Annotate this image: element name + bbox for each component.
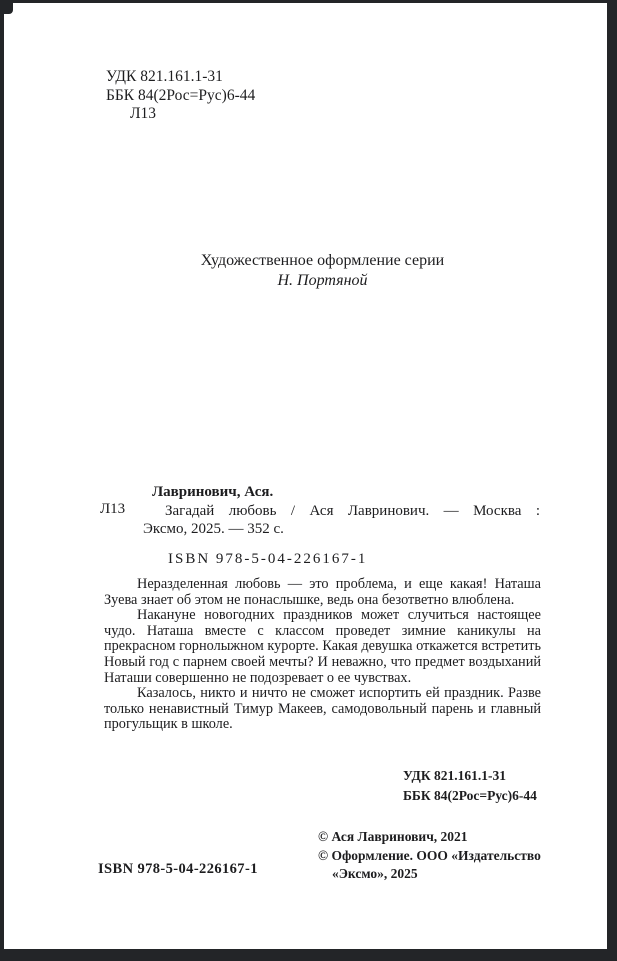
scan-edge-bottom — [0, 949, 617, 961]
author-sign-code: Л13 — [130, 105, 157, 122]
scan-edge-right — [607, 0, 617, 961]
udk-line: УДК 821.161.1-31 — [106, 68, 223, 85]
series-design-credit — [104, 251, 541, 291]
bbk-line: ББК 84(2Рос=Рус)6-44 — [106, 86, 256, 104]
isbn-bottom: ISBN 978-5-04-226167-1 — [98, 861, 258, 877]
annotation-block — [104, 577, 541, 733]
udk-line-bottom: УДК 821.161.1-31 — [403, 768, 506, 783]
catalog-bibliography-line1: Загадай любовь / Ася Лавринович. — Москва : — [165, 502, 540, 519]
isbn-catalog: ISBN 978-5-04-226167-1 — [168, 550, 368, 567]
series-designer-name: Н. Портяной — [277, 272, 368, 289]
classification-block-top — [106, 68, 255, 124]
catalog-card-code: Л13 — [100, 501, 126, 517]
scan-edge-left — [0, 0, 4, 961]
annotation-paragraph-3: Казалось, никто и ничто не сможет испортить ей праздник. Разве только ненавистный Тимур Макеев, самодовольный парень и главный прогульщик в школе. — [104, 685, 541, 733]
annotation-paragraph-1: Неразделенная любовь — это проблема, и еще какая! Наташа Зуева знает об этом не понаслышке, ведь она безответно влюблена. — [104, 576, 541, 608]
copyright-author-line: © Ася Лавринович, 2021 — [318, 829, 468, 844]
bbk-line-bottom: ББК 84(2Рос=Рус)6-44 — [403, 787, 537, 803]
copyright-block — [318, 828, 560, 884]
copyright-publisher-line: © Оформление. ООО «Издательство «Эксмо», 2025 — [318, 847, 541, 881]
annotation-paragraph-2: Накануне новогодних праздников может случиться настоящее чудо. Наташа вместе с классом проведет зимние каникулы на прекрасном горнолыжном курорте. Какая девушка откажется встретить Новый год с парнем своей мечты? И неважно, что предмет воздыханий Наташи совершенно не подозревает о ее чувствах. — [104, 607, 541, 686]
catalog-card-entry — [143, 483, 540, 568]
scan-edge-top — [0, 0, 617, 3]
catalog-bibliography-line2: Эксмо, 2025. — 352 с. — [143, 521, 284, 537]
scan-edge-corner — [0, 0, 13, 14]
series-designer-role: Художественное оформление серии — [200, 252, 445, 269]
catalog-author: Лавринович, Ася. — [152, 484, 274, 500]
classification-block-bottom — [403, 766, 537, 805]
